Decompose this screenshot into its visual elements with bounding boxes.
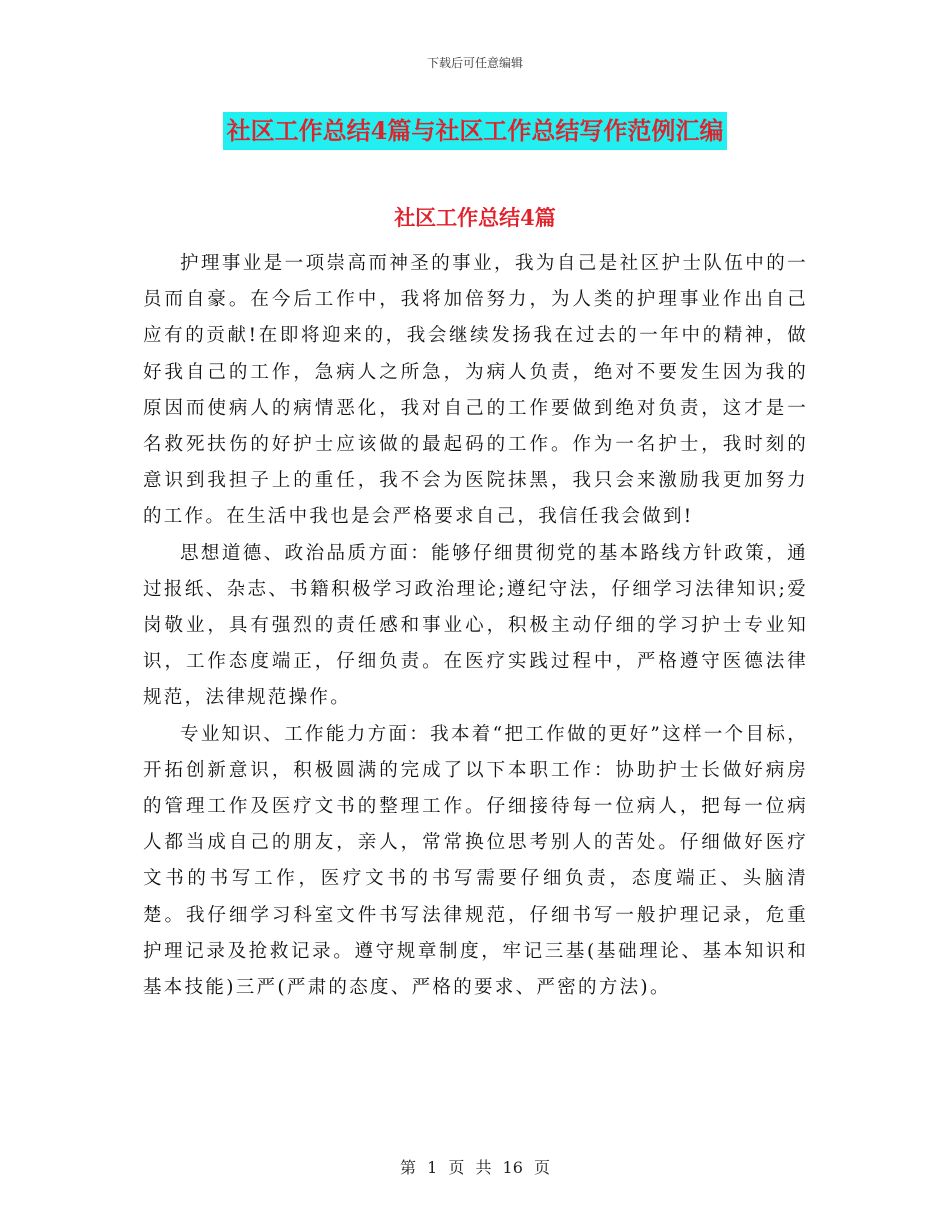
- section-title: 社区工作总结4篇: [394, 205, 556, 230]
- paragraph: 护理事业是一项崇高而神圣的事业，我为自己是社区护士队伍中的一员而自豪。在今后工作中，我将加倍努力，为人类的护理事业作出自己应有的贡献!在即将迎来的，我会继续发扬我在过去的一年中的精神，做好我自己的工作，急病人之所急，为病人负责，绝对不要发生因为我的原因而使病人的病情恶化，我对自己的工作要做到绝对负责，这才是一名救死扶伤的好护士应该做的最起码的工作。作为一名护士，我时刻的意识到我担子上的重任，我不会为医院抹黑，我只会来激励我更加努力的工作。在生活中我也是会严格要求自己，我信任我会做到!: [143, 253, 808, 528]
- paragraph: 思想道德、政治品质方面：能够仔细贯彻党的基本路线方针政策，通过报纸、杂志、书籍积极学习政治理论;遵纪守法，仔细学习法律知识;爱岗敬业，具有强烈的责任感和事业心，积极主动仔细的学习护士专业知识，工作态度端正，仔细负责。在医疗实践过程中，严格遵守医德法律规范，法律规范操作。: [143, 542, 808, 709]
- main-title: 社区工作总结4篇与社区工作总结写作范例汇编: [223, 112, 728, 150]
- page-footer: 第 1 页 共 16 页: [400, 1158, 550, 1177]
- header-note: 下载后可任意编辑: [426, 56, 523, 70]
- paragraph: 专业知识、工作能力方面：我本着“把工作做的更好”这样一个目标，开拓创新意识，积极圆满的完成了以下本职工作：协助护士长做好病房的管理工作及医疗文书的整理工作。仔细接待每一位病人，把每一位病人都当成自己的朋友，亲人，常常换位思考别人的苦处。仔细做好医疗文书的书写工作，医疗文书的书写需要仔细负责，态度端正、头脑清楚。我仔细学习科室文件书写法律规范，仔细书写一般护理记录，危重护理记录及抢救记录。遵守规章制度，牢记三基(基础理论、基本知识和基本技能)三严(严肃的态度、严格的要求、严密的方法)。: [143, 723, 808, 999]
- body-text: [143, 246, 808, 1006]
- main-title-container: [0, 112, 950, 150]
